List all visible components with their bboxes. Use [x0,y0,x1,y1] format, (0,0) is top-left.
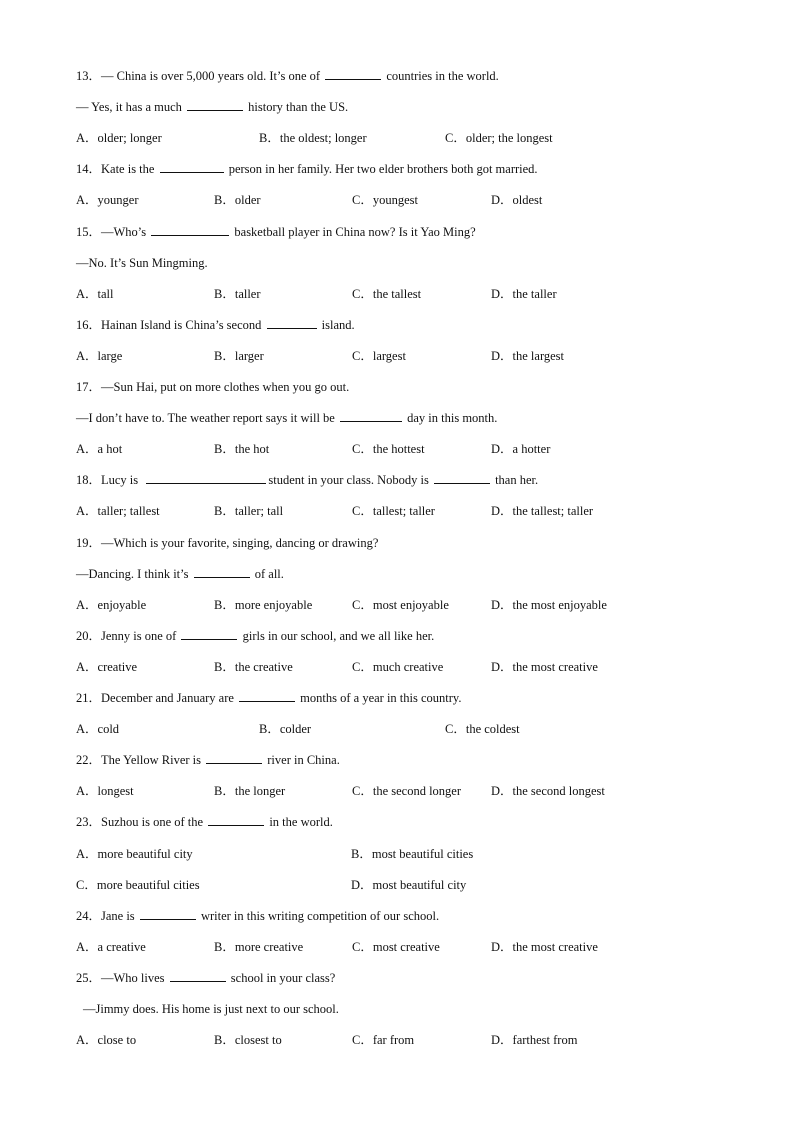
option-text: taller; tall [234,504,284,519]
option-letter: B． [259,131,280,146]
question-stem [76,533,378,553]
option-letter: C． [352,286,373,301]
option-c[interactable] [352,781,461,801]
option-text: the most creative [512,939,598,954]
question-text: student in your class. Nobody is [268,473,432,488]
option-letter: D． [491,193,513,208]
question-stem [76,688,461,708]
question-text: 23．Suzhou is one of the [76,815,207,830]
question-dialogue-line [76,97,348,117]
option-c[interactable] [352,284,421,304]
option-text: enjoyable [97,597,147,612]
question-stem [76,315,355,335]
question-stem [76,222,476,242]
option-a[interactable] [76,719,119,739]
option-a[interactable] [76,501,160,521]
option-a[interactable] [76,190,139,210]
question-text: 24．Jane is [76,908,138,923]
answer-blank[interactable] [206,750,262,764]
option-letter: C． [352,659,373,674]
option-b[interactable] [214,937,303,957]
option-c[interactable] [352,1030,414,1050]
option-d[interactable] [491,501,593,521]
option-letter: B． [214,442,235,457]
option-c[interactable] [352,595,449,615]
question-text: 14．Kate is the [76,162,158,177]
option-b[interactable] [214,346,264,366]
option-letter: D． [351,877,373,892]
option-letter: A． [76,131,98,146]
option-text: more beautiful cities [96,877,200,892]
option-letter: D． [491,286,513,301]
question-stem [76,812,333,832]
option-c[interactable] [352,439,425,459]
question-text: 21．December and January are [76,691,238,705]
question-text: in the world. [266,815,333,830]
question-text: river in China. [264,753,340,768]
question-dialogue-line [76,564,284,584]
answer-blank[interactable] [146,470,266,484]
question-text: 25．—Who lives [76,970,168,985]
option-c[interactable] [352,937,440,957]
option-b[interactable] [214,284,261,304]
option-text: the hot [234,442,270,457]
option-a[interactable] [76,346,122,366]
option-letter: D． [491,504,513,519]
question-text: 17．—Sun Hai, put on more clothes when you go out. [76,380,350,394]
option-text: oldest [512,193,543,208]
answer-blank[interactable] [194,564,250,578]
option-letter: B． [214,939,235,954]
question-text: school in your class? [227,970,336,985]
option-d[interactable] [491,937,598,957]
option-text: older [234,193,261,208]
option-b[interactable] [214,781,285,801]
option-letter: D． [491,784,513,799]
option-letter: B． [214,659,235,674]
option-c[interactable] [352,501,435,521]
answer-blank[interactable] [140,906,196,920]
option-letter: A． [76,939,98,954]
option-b[interactable] [214,1030,282,1050]
answer-blank[interactable] [170,968,226,982]
option-text: the largest [512,348,565,363]
option-b[interactable] [214,657,293,677]
option-letter: B． [214,286,235,301]
option-b[interactable] [259,719,311,739]
answer-blank[interactable] [160,159,224,173]
question-stem [76,377,349,397]
question-text: —Jimmy does. His home is just next to our school. [83,1002,339,1016]
option-letter: C． [352,348,373,363]
option-letter: C． [76,877,97,892]
option-letter: C． [352,597,373,612]
answer-blank[interactable] [208,812,264,826]
option-text: the creative [234,659,293,674]
option-text: more beautiful city [97,846,193,861]
option-letter: C． [445,131,466,146]
option-text: taller; tallest [97,504,160,519]
answer-blank[interactable] [239,688,295,702]
option-letter: C． [352,442,373,457]
question-text: countries in the world. [383,69,499,83]
option-text: large [97,348,123,363]
question-text: 20．Jenny is one of [76,628,180,643]
option-text: older; longer [97,131,162,146]
option-letter: D． [491,659,513,674]
option-letter: A． [76,659,98,674]
answer-blank[interactable] [325,66,381,80]
question-text: island. [318,317,355,332]
option-d[interactable] [351,875,466,895]
option-text: a creative [97,939,146,954]
option-letter: D． [491,1033,513,1048]
option-text: most beautiful cities [371,846,474,861]
answer-blank[interactable] [434,470,490,484]
option-text: the second longer [372,784,462,799]
option-d[interactable] [491,190,542,210]
option-letter: C． [445,722,466,737]
question-text: history than the US. [245,100,349,115]
option-c[interactable] [445,719,520,739]
option-d[interactable] [491,346,564,366]
option-text: younger [97,193,139,208]
option-letter: C． [352,1033,373,1048]
question-text: 18．Lucy is [76,473,145,488]
answer-blank[interactable] [151,222,229,236]
option-letter: B． [351,846,372,861]
question-text: than her. [491,473,539,488]
option-text: the tallest; taller [512,504,594,519]
option-text: taller [234,286,261,301]
question-stem [76,750,340,770]
question-text: —Dancing. I think it’s [76,566,192,581]
question-stem [76,66,499,86]
option-text: most creative [372,939,440,954]
option-letter: D． [491,348,513,363]
option-b[interactable] [214,190,261,210]
question-text: of all. [251,566,284,581]
option-letter: D． [491,597,513,612]
option-letter: A． [76,846,98,861]
question-stem [76,968,335,988]
option-text: most beautiful city [372,877,467,892]
question-text: —No. It’s Sun Mingming. [76,255,208,270]
option-a[interactable] [76,284,114,304]
question-stem [76,470,538,490]
question-stem [76,626,434,646]
option-b[interactable] [214,595,312,615]
option-letter: B． [214,784,235,799]
option-letter: A． [76,597,98,612]
option-letter: C． [352,939,373,954]
question-dialogue-line [76,408,497,428]
option-b[interactable] [214,501,283,521]
option-d[interactable] [491,1030,577,1050]
question-text: — Yes, it has a much [76,100,186,115]
option-c[interactable] [352,346,406,366]
answer-blank[interactable] [340,408,402,422]
option-text: more creative [234,939,304,954]
option-text: the tallest [372,286,422,301]
option-b[interactable] [214,439,269,459]
option-d[interactable] [491,595,607,615]
option-d[interactable] [491,439,550,459]
question-text: 16．Hainan Island is China’s second [76,317,265,332]
option-c[interactable] [352,657,443,677]
option-text: tallest; taller [372,504,435,519]
option-text: older; the longest [465,131,553,146]
option-letter: B． [214,504,235,519]
option-d[interactable] [491,781,605,801]
question-text: 22．The Yellow River is [76,753,205,768]
option-a[interactable] [76,781,134,801]
option-text: the most creative [512,659,598,674]
option-letter: B． [214,193,235,208]
option-letter: A． [76,1033,98,1048]
question-text: day in this month. [403,411,498,426]
option-text: the taller [512,286,557,301]
option-letter: A． [76,348,98,363]
option-a[interactable] [76,844,193,864]
option-c[interactable] [445,128,553,148]
option-text: creative [97,659,138,674]
option-b[interactable] [259,128,367,148]
option-text: the longer [234,784,286,799]
option-letter: A． [76,442,98,457]
question-text: girls in our school, and we all like her. [239,628,435,643]
option-text: longest [97,784,134,799]
option-b[interactable] [351,844,473,864]
option-text: larger [234,348,264,363]
question-text: 15．—Who’s [76,224,150,239]
option-a[interactable] [76,439,122,459]
option-letter: A． [76,784,98,799]
option-text: cold [97,722,120,737]
answer-blank[interactable] [187,97,243,111]
question-text: person in her family. Her two elder brothers both got married. [225,162,538,177]
option-text: most enjoyable [372,597,449,612]
option-text: much creative [372,659,444,674]
option-text: the coldest [465,722,520,737]
option-letter: C． [352,193,373,208]
option-text: more enjoyable [234,597,313,612]
option-text: a hotter [512,442,551,457]
question-dialogue-line [83,999,339,1019]
option-letter: B． [214,1033,235,1048]
answer-blank[interactable] [181,626,237,640]
option-text: tall [97,286,114,301]
option-letter: A． [76,504,98,519]
option-text: a hot [97,442,123,457]
option-a[interactable] [76,128,162,148]
option-text: the most enjoyable [512,597,607,612]
option-c[interactable] [76,875,200,895]
option-letter: A． [76,193,98,208]
option-letter: B． [259,722,280,737]
question-dialogue-line [76,253,208,273]
question-text: months of a year in this country. [297,691,462,705]
option-text: the second longest [512,784,605,799]
question-text: 13．— China is over 5,000 years old. It’s one of [76,69,324,83]
question-text: basketball player in China now? Is it Yao Ming? [231,224,476,239]
option-text: far from [372,1033,415,1048]
question-text: writer in this writing competition of our school. [197,908,440,923]
option-text: the hottest [372,442,425,457]
question-stem [76,906,439,926]
option-a[interactable] [76,937,146,957]
option-letter: D． [491,939,513,954]
option-letter: D． [491,442,513,457]
option-letter: B． [214,348,235,363]
option-text: largest [372,348,406,363]
option-text: colder [279,722,312,737]
option-d[interactable] [491,657,598,677]
option-text: closest to [234,1033,282,1048]
option-a[interactable] [76,657,137,677]
option-text: youngest [372,193,418,208]
question-text: 19．—Which is your favorite, singing, dancing or drawing? [76,535,379,550]
option-letter: C． [352,504,373,519]
option-text: farthest from [512,1033,578,1048]
option-d[interactable] [491,284,557,304]
option-c[interactable] [352,190,418,210]
question-stem [76,159,538,179]
option-text: the oldest; longer [279,131,367,146]
option-letter: A． [76,286,98,301]
option-letter: B． [214,597,235,612]
question-text: —I don’t have to. The weather report says it will be [76,411,338,426]
option-letter: A． [76,722,98,737]
option-text: close to [97,1033,137,1048]
option-a[interactable] [76,595,146,615]
option-letter: C． [352,784,373,799]
answer-blank[interactable] [267,315,317,329]
option-a[interactable] [76,1030,136,1050]
